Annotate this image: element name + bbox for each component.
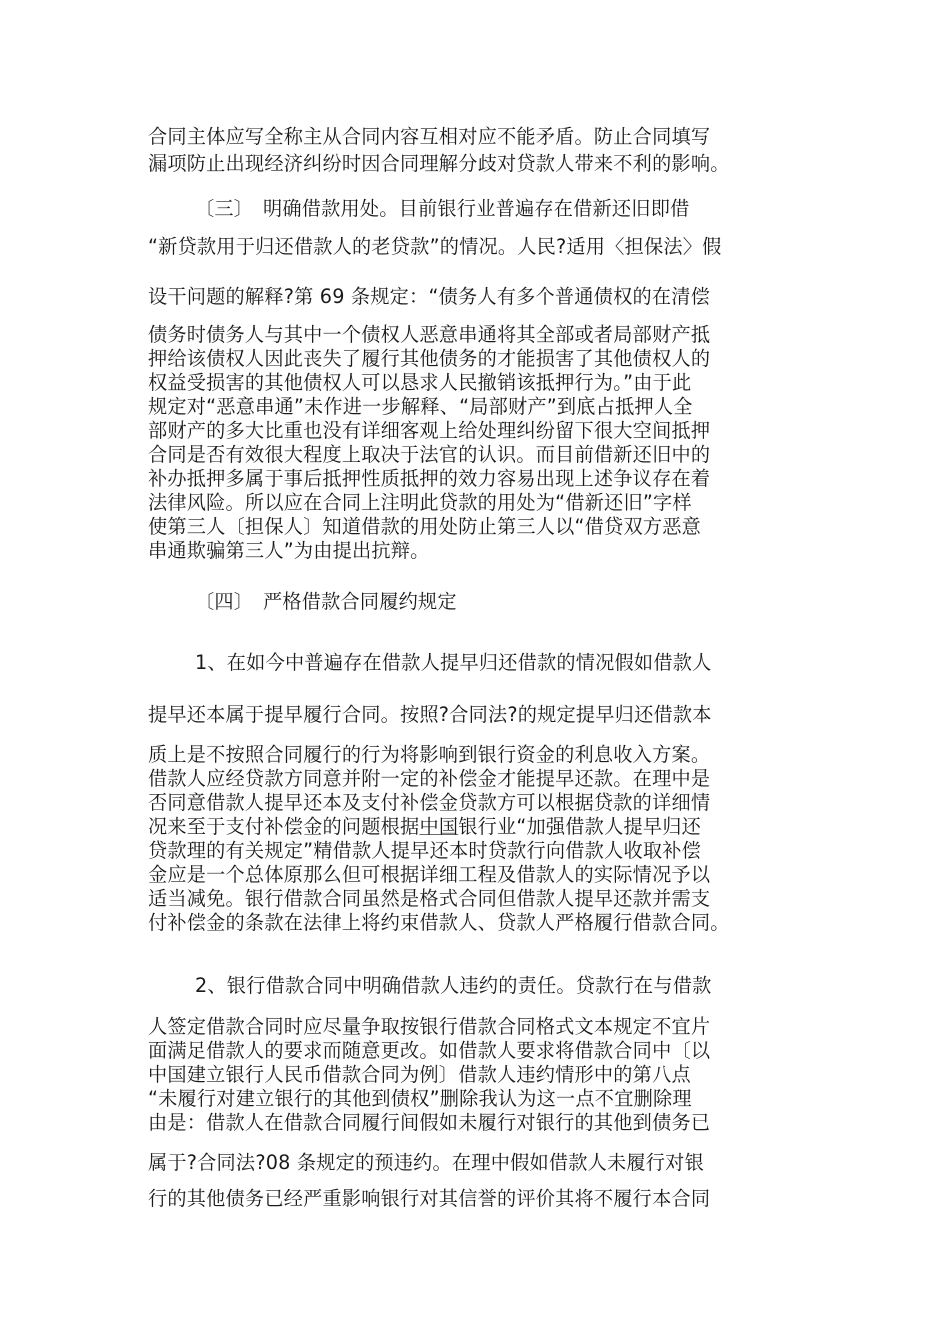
paragraph-line: 债务时债务人与其中一个债权人恶意串通将其全部或者局部财产抵: [148, 323, 711, 346]
paragraph-line: 贷款理的有关规定”精借款人提早还本时贷款行向借款人收取补偿: [148, 839, 701, 862]
paragraph-line: 中国建立银行人民币借款合同为例〕借款人违约情形中的第八点: [148, 1063, 691, 1086]
paragraph-line: 串通欺骗第三人”为由提出抗辩。: [148, 539, 430, 562]
list-item-2-first-line: 2、银行借款合同中明确借款人违约的责任。贷款行在与借款: [195, 974, 712, 997]
paragraph-line: 否同意借款人提早还本及支付补偿金贷款方可以根据贷款的详细情: [148, 791, 711, 814]
section-heading-3: 〔三〕 明确借款用处。目前银行业普遍存在借新还旧即借: [195, 197, 690, 220]
paragraph-line: [148, 814, 701, 840]
paragraph-line: 规定对“恶意串通”未作进一步解释、“局部财产”到底占抵押人全: [148, 395, 693, 418]
paragraph-line: 质上是不按照合同履行的行为将影响到银行资金的利息收入方案。: [148, 743, 711, 766]
paragraph-line: 提早还本属于提早履行合同。按照?合同法?的规定提早归还借款本: [148, 703, 712, 726]
paragraph-line: 人签定借款合同时应尽量争取按银行借款合同格式文本规定不宜片: [148, 1015, 711, 1038]
underlined-link-text[interactable]: 中国: [419, 815, 459, 838]
paragraph-line: 使第三人〔担保人〕知道借款的用处防止第三人以“借贷双方恶意: [148, 515, 701, 538]
paragraph-line: 属于?合同法?08 条规定的预违约。在理中假如借款人未履行对银: [148, 1151, 704, 1174]
paragraph-line: 金应是一个总体原那么但可根据详细工程及借款人的实际情况予以: [148, 863, 711, 886]
paragraph-line: 法律风险。所以应在合同上注明此贷款的用处为“借新还旧”字样: [148, 491, 692, 514]
paragraph-line: 权益受损害的其他债权人可以恳求人民撤销该抵押行为。”由于此: [148, 371, 692, 394]
paragraph-line: 面满足借款人的要求而随意更改。如借款人要求将借款合同中〔以: [148, 1039, 711, 1062]
paragraph-line: 付补偿金的条款在法律上将约束借款人、贷款人严格履行借款合同。: [148, 911, 730, 934]
paragraph-line: 设干问题的解释?第 69 条规定：“债务人有多个普通债权的在清偿: [148, 285, 711, 308]
paragraph-line: “新贷款用于归还借款人的老贷款”的情况。人民?适用〈担保法〉假: [148, 235, 722, 258]
paragraph-line: 补办抵押多属于事后抵押性质抵押的效力容易出现上述争议存在着: [148, 467, 711, 490]
paragraph-line: 押给该债权人因此丧失了履行其他债务的才能损害了其他债权人的: [148, 347, 711, 370]
paragraph-line: 合同是否有效很大程度上取决于法官的认识。而目前借新还旧中的: [148, 443, 711, 466]
paragraph-line: 合同主体应写全称主从合同内容互相对应不能矛盾。防止合同填写: [148, 125, 711, 148]
list-item-1-first-line: 1、在如今中普遍存在借款人提早归还借款的情况假如借款人: [195, 651, 712, 674]
paragraph-line: 行的其他债务已经严重影响银行对其信誉的评价其将不履行本合同: [148, 1187, 711, 1210]
line-text: 况来至于支付补偿金的问题根据: [148, 815, 420, 838]
paragraph-line: 部财产的多大比重也没有详细客观上给处理纠纷留下很大空间抵押: [148, 419, 711, 442]
line-text: 银行业“加强借款人提早归还: [458, 815, 702, 838]
paragraph-line: 由是：借款人在借款合同履行间假如未履行对银行的其他到债务已: [148, 1111, 711, 1134]
paragraph-line: 适当减免。银行借款合同虽然是格式合同但借款人提早还款并需支: [148, 887, 711, 910]
paragraph-line: “未履行对建立银行的其他到债权”删除我认为这一点不宜删除理: [148, 1087, 692, 1110]
paragraph-line: 借款人应经贷款方同意并附一定的补偿金才能提早还款。在理中是: [148, 767, 711, 790]
section-heading-4: 〔四〕 严格借款合同履约规定: [195, 590, 457, 613]
paragraph-line: 漏项防止出现经济纠纷时因合同理解分歧对贷款人带来不利的影响。: [148, 152, 730, 175]
